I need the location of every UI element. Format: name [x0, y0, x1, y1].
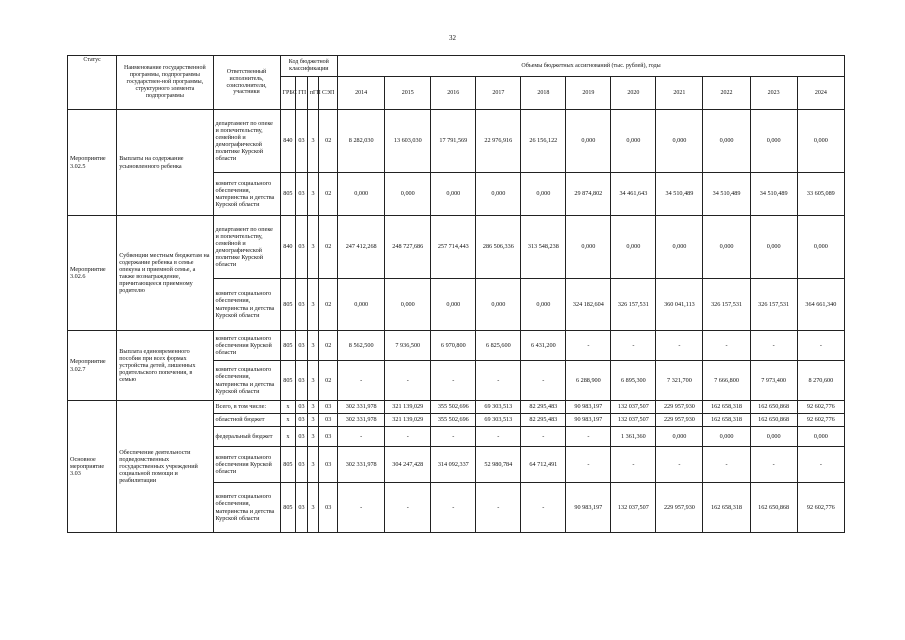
- value-cell: 34 461,643: [611, 173, 656, 216]
- value-cell: -: [431, 483, 476, 533]
- value-cell: 0,000: [385, 173, 431, 216]
- value-cell: 0,000: [750, 216, 797, 279]
- code-cell: 3: [307, 483, 319, 533]
- code-cell: 03: [319, 447, 338, 483]
- value-cell: 29 874,802: [566, 173, 611, 216]
- header-name: Наименование государственной программы, подпрограммы государствен-ной программы, структурного элемента подпрограммы: [117, 56, 213, 110]
- value-cell: -: [611, 331, 656, 361]
- value-cell: 0,000: [566, 110, 611, 173]
- value-cell: 0,000: [656, 216, 703, 279]
- value-cell: 326 157,531: [750, 279, 797, 331]
- value-cell: 8 562,500: [338, 331, 385, 361]
- value-cell: 6 431,200: [521, 331, 566, 361]
- value-cell: 0,000: [431, 173, 476, 216]
- year-header: 2014: [338, 77, 385, 110]
- value-cell: 162 650,868: [750, 414, 797, 427]
- value-cell: 0,000: [566, 216, 611, 279]
- year-header: 2015: [385, 77, 431, 110]
- value-cell: 13 603,030: [385, 110, 431, 173]
- value-cell: 69 303,513: [476, 401, 521, 414]
- code-header: ГП: [296, 77, 308, 110]
- value-cell: -: [385, 361, 431, 401]
- value-cell: -: [385, 427, 431, 447]
- code-cell: 3: [307, 414, 319, 427]
- value-cell: -: [521, 427, 566, 447]
- value-cell: -: [431, 427, 476, 447]
- code-cell: 805: [280, 447, 296, 483]
- responsible-cell: комитет социального обеспечения Курской области: [213, 447, 280, 483]
- value-cell: -: [338, 361, 385, 401]
- code-cell: 03: [296, 483, 308, 533]
- year-header: 2022: [703, 77, 750, 110]
- code-cell: 805: [280, 173, 296, 216]
- code-cell: 03: [296, 279, 308, 331]
- value-cell: 0,000: [385, 279, 431, 331]
- code-cell: 805: [280, 279, 296, 331]
- value-cell: -: [611, 447, 656, 483]
- value-cell: 0,000: [611, 110, 656, 173]
- value-cell: -: [566, 427, 611, 447]
- value-cell: 33 605,089: [797, 173, 844, 216]
- value-cell: 360 041,113: [656, 279, 703, 331]
- year-header: 2019: [566, 77, 611, 110]
- value-cell: 162 658,318: [703, 414, 750, 427]
- value-cell: -: [476, 361, 521, 401]
- value-cell: -: [703, 447, 750, 483]
- code-cell: 03: [296, 447, 308, 483]
- value-cell: 0,000: [797, 110, 844, 173]
- responsible-cell: департамент по опеке и попечительству, семейной и демографической политике Курской области: [213, 110, 280, 173]
- value-cell: 286 506,336: [476, 216, 521, 279]
- value-cell: 7 321,700: [656, 361, 703, 401]
- code-cell: 3: [307, 447, 319, 483]
- value-cell: 355 502,696: [431, 401, 476, 414]
- value-cell: 162 650,868: [750, 483, 797, 533]
- code-cell: 03: [319, 414, 338, 427]
- responsible-cell: областной бюджет: [213, 414, 280, 427]
- value-cell: -: [521, 361, 566, 401]
- value-cell: 7 936,500: [385, 331, 431, 361]
- header-status: Статус: [68, 56, 117, 110]
- code-cell: 3: [307, 279, 319, 331]
- code-cell: 03: [296, 173, 308, 216]
- responsible-cell: федеральный бюджет: [213, 427, 280, 447]
- responsible-cell: комитет социального обеспечения, материнства и детства Курской области: [213, 483, 280, 533]
- value-cell: 0,000: [521, 279, 566, 331]
- value-cell: 321 139,029: [385, 401, 431, 414]
- table-row: [68, 110, 845, 173]
- value-cell: 52 980,784: [476, 447, 521, 483]
- value-cell: 0,000: [797, 427, 844, 447]
- header-row: [68, 56, 845, 77]
- year-header: 2021: [656, 77, 703, 110]
- value-cell: 324 182,604: [566, 279, 611, 331]
- responsible-cell: комитет социального обеспечения, материнства и детства Курской области: [213, 173, 280, 216]
- value-cell: -: [750, 447, 797, 483]
- value-cell: 17 791,569: [431, 110, 476, 173]
- name-cell: Выплаты на содержание усыновленного ребенка: [117, 110, 213, 216]
- value-cell: 0,000: [611, 216, 656, 279]
- value-cell: 229 957,930: [656, 483, 703, 533]
- responsible-cell: комитет социального обеспечения Курской области: [213, 331, 280, 361]
- code-cell: 02: [319, 279, 338, 331]
- value-cell: 229 957,930: [656, 414, 703, 427]
- value-cell: -: [476, 483, 521, 533]
- code-header: пГП: [307, 77, 319, 110]
- value-cell: -: [338, 483, 385, 533]
- code-cell: 805: [280, 331, 296, 361]
- year-header: 2017: [476, 77, 521, 110]
- value-cell: 0,000: [476, 279, 521, 331]
- value-cell: 364 661,340: [797, 279, 844, 331]
- value-cell: 304 247,428: [385, 447, 431, 483]
- code-cell: 03: [296, 414, 308, 427]
- value-cell: 132 037,507: [611, 414, 656, 427]
- value-cell: 92 602,776: [797, 483, 844, 533]
- code-cell: 02: [319, 173, 338, 216]
- value-cell: 0,000: [703, 110, 750, 173]
- status-cell: Мероприятие 3.02.7: [68, 331, 117, 401]
- code-cell: 3: [307, 401, 319, 414]
- budget-table: [67, 55, 845, 533]
- code-cell: 03: [319, 427, 338, 447]
- header-volumes-group: Объемы бюджетных ассигнований (тыс. рублей), годы: [338, 56, 845, 77]
- value-cell: 162 658,318: [703, 483, 750, 533]
- code-cell: 3: [307, 331, 319, 361]
- value-cell: 26 156,122: [521, 110, 566, 173]
- value-cell: -: [750, 331, 797, 361]
- value-cell: 0,000: [703, 216, 750, 279]
- code-cell: 3: [307, 427, 319, 447]
- code-cell: 03: [296, 401, 308, 414]
- value-cell: 92 602,776: [797, 414, 844, 427]
- value-cell: 355 502,696: [431, 414, 476, 427]
- value-cell: 257 714,443: [431, 216, 476, 279]
- value-cell: 132 037,507: [611, 483, 656, 533]
- value-cell: 321 139,029: [385, 414, 431, 427]
- value-cell: 92 602,776: [797, 401, 844, 414]
- value-cell: 6 970,800: [431, 331, 476, 361]
- year-header: 2024: [797, 77, 844, 110]
- code-cell: 840: [280, 216, 296, 279]
- value-cell: 302 331,978: [338, 401, 385, 414]
- code-header: ГРБС: [280, 77, 296, 110]
- year-header: 2023: [750, 77, 797, 110]
- code-cell: 3: [307, 216, 319, 279]
- value-cell: 0,000: [338, 279, 385, 331]
- code-cell: 02: [319, 216, 338, 279]
- value-cell: 162 658,318: [703, 401, 750, 414]
- value-cell: 7 973,400: [750, 361, 797, 401]
- value-cell: -: [431, 361, 476, 401]
- value-cell: 90 983,197: [566, 483, 611, 533]
- value-cell: 0,000: [431, 279, 476, 331]
- value-cell: 313 548,238: [521, 216, 566, 279]
- year-header: 2020: [611, 77, 656, 110]
- table-row: [68, 331, 845, 361]
- code-cell: 03: [296, 216, 308, 279]
- code-cell: 3: [307, 173, 319, 216]
- code-cell: 02: [319, 331, 338, 361]
- code-cell: 03: [296, 110, 308, 173]
- value-cell: 0,000: [521, 173, 566, 216]
- value-cell: 314 092,337: [431, 447, 476, 483]
- table-row: [68, 401, 845, 414]
- code-cell: х: [280, 401, 296, 414]
- value-cell: 326 157,531: [611, 279, 656, 331]
- value-cell: 7 666,800: [703, 361, 750, 401]
- value-cell: 1 361,360: [611, 427, 656, 447]
- code-cell: 3: [307, 361, 319, 401]
- value-cell: 0,000: [656, 110, 703, 173]
- header-responsible: Ответственный исполнитель, соисполнители, участники: [213, 56, 280, 110]
- page-number: 32: [449, 34, 456, 42]
- value-cell: 34 510,489: [656, 173, 703, 216]
- value-cell: 302 331,978: [338, 414, 385, 427]
- year-header: 2018: [521, 77, 566, 110]
- status-cell: Мероприятие 3.02.5: [68, 110, 117, 216]
- value-cell: -: [385, 483, 431, 533]
- code-cell: 03: [319, 483, 338, 533]
- status-cell: Мероприятие 3.02.6: [68, 216, 117, 331]
- code-cell: 03: [296, 361, 308, 401]
- value-cell: 132 037,507: [611, 401, 656, 414]
- table-body: [68, 110, 845, 533]
- value-cell: 6 825,600: [476, 331, 521, 361]
- value-cell: 8 282,030: [338, 110, 385, 173]
- value-cell: 82 295,483: [521, 414, 566, 427]
- value-cell: 0,000: [703, 427, 750, 447]
- value-cell: 6 288,900: [566, 361, 611, 401]
- responsible-cell: департамент по опеке и попечительству, семейной и демографической политике Курской области: [213, 216, 280, 279]
- value-cell: 34 510,489: [750, 173, 797, 216]
- code-cell: 3: [307, 110, 319, 173]
- value-cell: 64 712,491: [521, 447, 566, 483]
- value-cell: 229 957,930: [656, 401, 703, 414]
- value-cell: 326 157,531: [703, 279, 750, 331]
- responsible-cell: Всего, в том числе:: [213, 401, 280, 414]
- value-cell: -: [476, 427, 521, 447]
- value-cell: -: [338, 427, 385, 447]
- value-cell: -: [797, 331, 844, 361]
- code-cell: 805: [280, 483, 296, 533]
- name-cell: Субвенции местным бюджетам на содержание ребенка в семье опекуна и приемной семье, а также вознаграждение, причитающееся приемному родителю: [117, 216, 213, 331]
- value-cell: -: [656, 447, 703, 483]
- code-cell: 840: [280, 110, 296, 173]
- code-cell: 02: [319, 361, 338, 401]
- value-cell: 22 976,916: [476, 110, 521, 173]
- name-cell: Выплата единовременного пособия при всех формах устройства детей, лишенных родительского попечения, в семью: [117, 331, 213, 401]
- status-cell: Основное мероприятие 3.03: [68, 401, 117, 533]
- code-cell: х: [280, 414, 296, 427]
- responsible-cell: комитет социального обеспечения, материнства и детства Курской области: [213, 361, 280, 401]
- value-cell: -: [703, 331, 750, 361]
- value-cell: -: [566, 447, 611, 483]
- value-cell: 0,000: [338, 173, 385, 216]
- code-cell: х: [280, 427, 296, 447]
- code-cell: 03: [296, 331, 308, 361]
- table-row: [68, 216, 845, 279]
- value-cell: 302 331,978: [338, 447, 385, 483]
- value-cell: 248 727,686: [385, 216, 431, 279]
- value-cell: 90 983,197: [566, 414, 611, 427]
- header-code-group: Код бюджетной классификации: [280, 56, 338, 77]
- code-header: СЭП: [319, 77, 338, 110]
- value-cell: -: [656, 331, 703, 361]
- value-cell: 0,000: [797, 216, 844, 279]
- year-header: 2016: [431, 77, 476, 110]
- value-cell: -: [521, 483, 566, 533]
- name-cell: Обеспечение деятельности подведомственных государственных учреждений социальной помощи и реабилитации: [117, 401, 213, 533]
- value-cell: 69 303,513: [476, 414, 521, 427]
- value-cell: -: [797, 447, 844, 483]
- code-cell: 02: [319, 110, 338, 173]
- value-cell: 162 650,868: [750, 401, 797, 414]
- value-cell: 90 983,197: [566, 401, 611, 414]
- value-cell: 6 895,300: [611, 361, 656, 401]
- value-cell: 34 510,489: [703, 173, 750, 216]
- value-cell: 247 412,268: [338, 216, 385, 279]
- responsible-cell: комитет социального обеспечения, материнства и детства Курской области: [213, 279, 280, 331]
- value-cell: 0,000: [750, 110, 797, 173]
- value-cell: -: [566, 331, 611, 361]
- value-cell: 8 270,600: [797, 361, 844, 401]
- value-cell: 0,000: [476, 173, 521, 216]
- code-cell: 805: [280, 361, 296, 401]
- value-cell: 0,000: [750, 427, 797, 447]
- code-cell: 03: [319, 401, 338, 414]
- code-cell: 03: [296, 427, 308, 447]
- value-cell: 0,000: [656, 427, 703, 447]
- value-cell: 82 295,483: [521, 401, 566, 414]
